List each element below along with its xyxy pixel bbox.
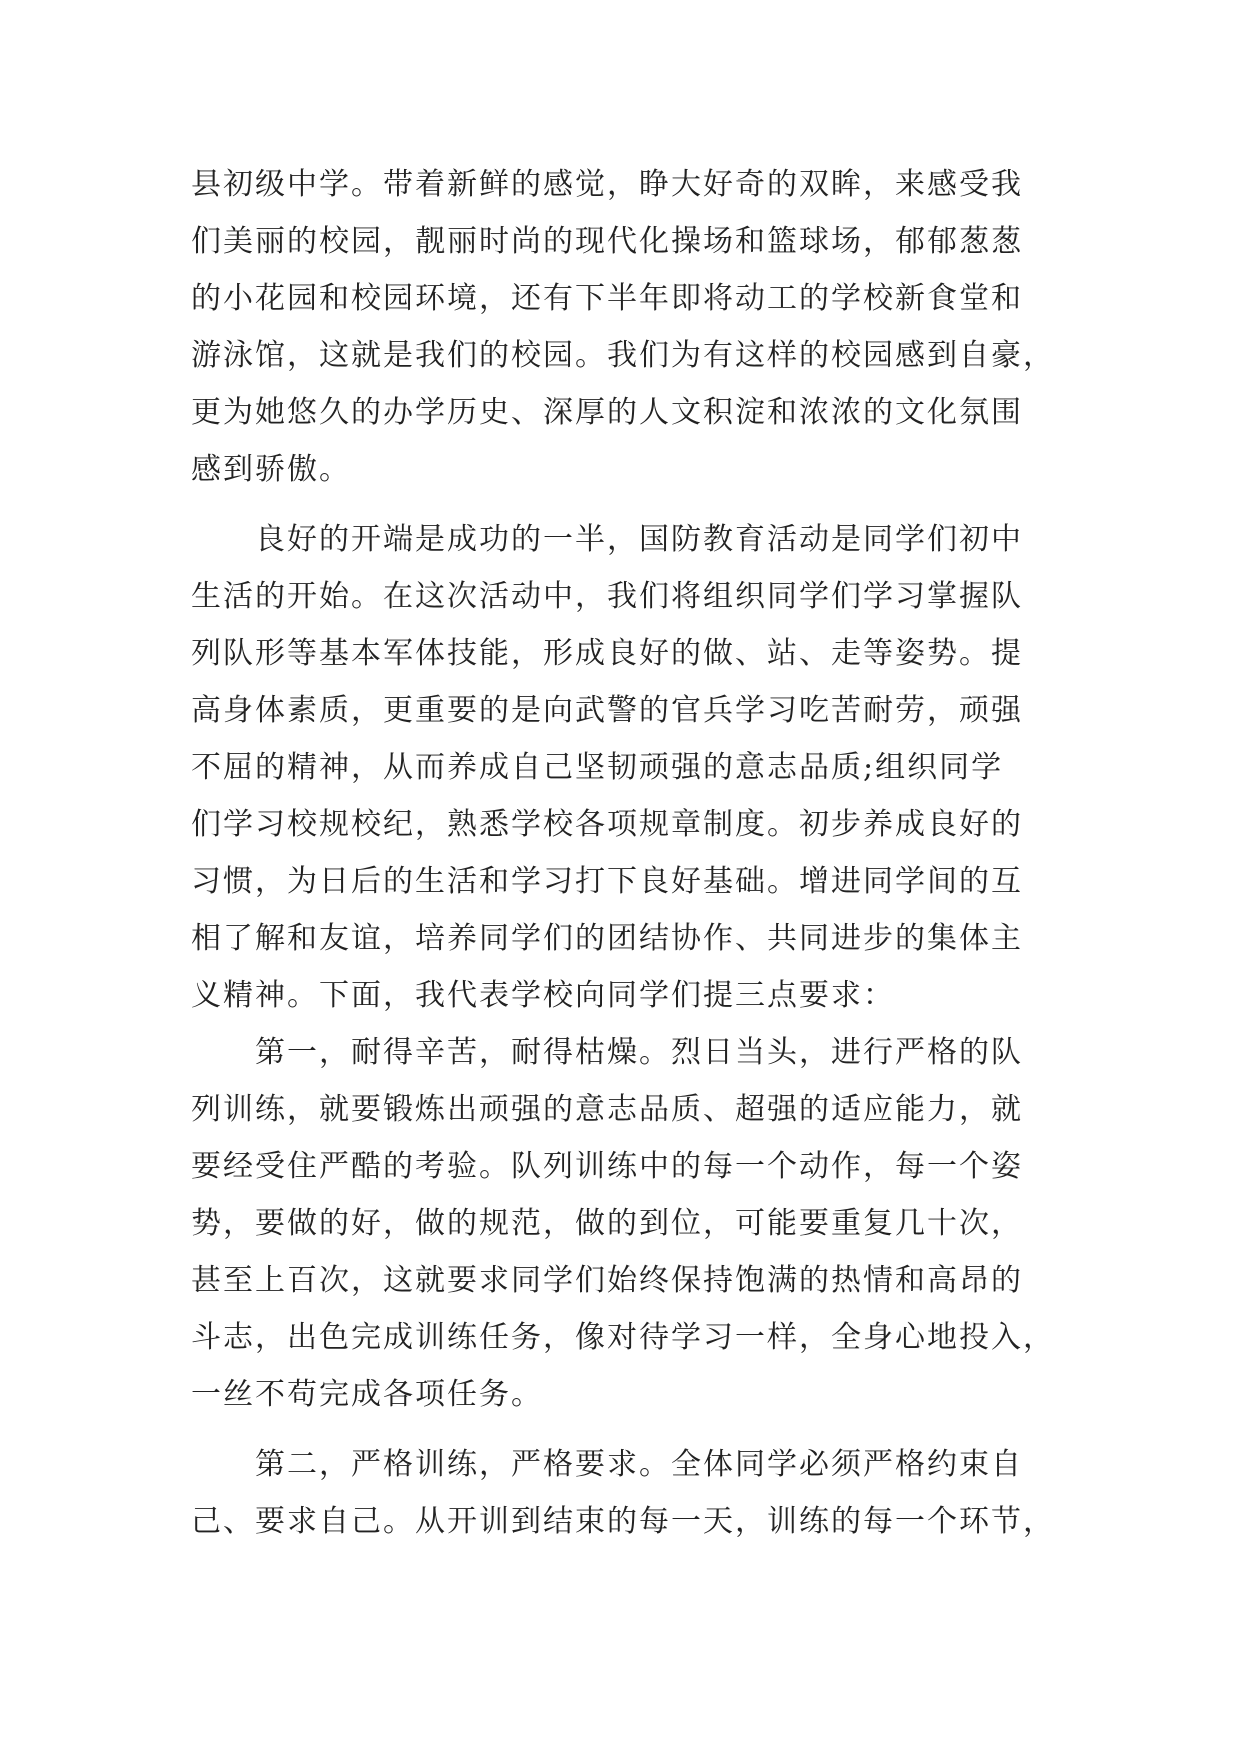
paragraph-4-line-2: 己、要求自己。从开训到结束的每一天，训练的每一个环节，	[191, 1504, 1055, 1539]
paragraph-1-line-4: 游泳馆，这就是我们的校园。我们为有这样的校园感到自豪，	[191, 338, 1055, 373]
paragraph-4-line-1: 第二，严格训练，严格要求。全体同学必须严格约束自	[255, 1447, 1023, 1482]
document-body	[191, 156, 1055, 1550]
paragraph-3-line-1: 第一，耐得辛苦，耐得枯燥。烈日当头，进行严格的队	[255, 1035, 1023, 1070]
paragraph-3-line-7: 一丝不苟完成各项任务。	[191, 1377, 543, 1412]
paragraph-2-line-7: 习惯，为日后的生活和学习打下良好基础。增进同学间的互	[191, 864, 1023, 899]
paragraph-spacer	[191, 1423, 1051, 1436]
paragraph-spacer	[191, 498, 1051, 511]
paragraph-1-line-3: 的小花园和校园环境，还有下半年即将动工的学校新食堂和	[191, 281, 1023, 316]
paragraph-1-line-6: 感到骄傲。	[191, 452, 351, 487]
paragraph-2-line-1: 良好的开端是成功的一半，国防教育活动是同学们初中	[255, 522, 1023, 557]
paragraph-1-line-2: 们美丽的校园，靓丽时尚的现代化操场和篮球场，郁郁葱葱	[191, 224, 1023, 259]
paragraph-2-line-2: 生活的开始。在这次活动中，我们将组织同学们学习掌握队	[191, 579, 1023, 614]
paragraph-1-line-5: 更为她悠久的办学历史、深厚的人文积淀和浓浓的文化氛围	[191, 395, 1023, 430]
paragraph-2-line-9: 义精神。下面，我代表学校向同学们提三点要求：	[191, 978, 895, 1013]
paragraph-3-line-4: 势，要做的好，做的规范，做的到位，可能要重复几十次，	[191, 1206, 1023, 1241]
paragraph-3-line-5: 甚至上百次，这就要求同学们始终保持饱满的热情和高昂的	[191, 1263, 1023, 1298]
paragraph-2-line-5: 不屈的精神，从而养成自己坚韧顽强的意志品质;组织同学	[191, 750, 1004, 785]
paragraph-2-line-6: 们学习校规校纪，熟悉学校各项规章制度。初步养成良好的	[191, 807, 1023, 842]
paragraph-1-line-1: 县初级中学。带着新鲜的感觉，睁大好奇的双眸，来感受我	[191, 167, 1023, 202]
paragraph-2-line-4: 高身体素质，更重要的是向武警的官兵学习吃苦耐劳，顽强	[191, 693, 1023, 728]
paragraph-3-line-2: 列训练，就要锻炼出顽强的意志品质、超强的适应能力，就	[191, 1092, 1023, 1127]
paragraph-2-line-8: 相了解和友谊，培养同学们的团结协作、共同进步的集体主	[191, 921, 1023, 956]
paragraph-2-line-3: 列队形等基本军体技能，形成良好的做、站、走等姿势。提	[191, 636, 1023, 671]
paragraph-3-line-6: 斗志，出色完成训练任务，像对待学习一样，全身心地投入，	[191, 1320, 1055, 1355]
paragraph-3-line-3: 要经受住严酷的考验。队列训练中的每一个动作，每一个姿	[191, 1149, 1023, 1184]
